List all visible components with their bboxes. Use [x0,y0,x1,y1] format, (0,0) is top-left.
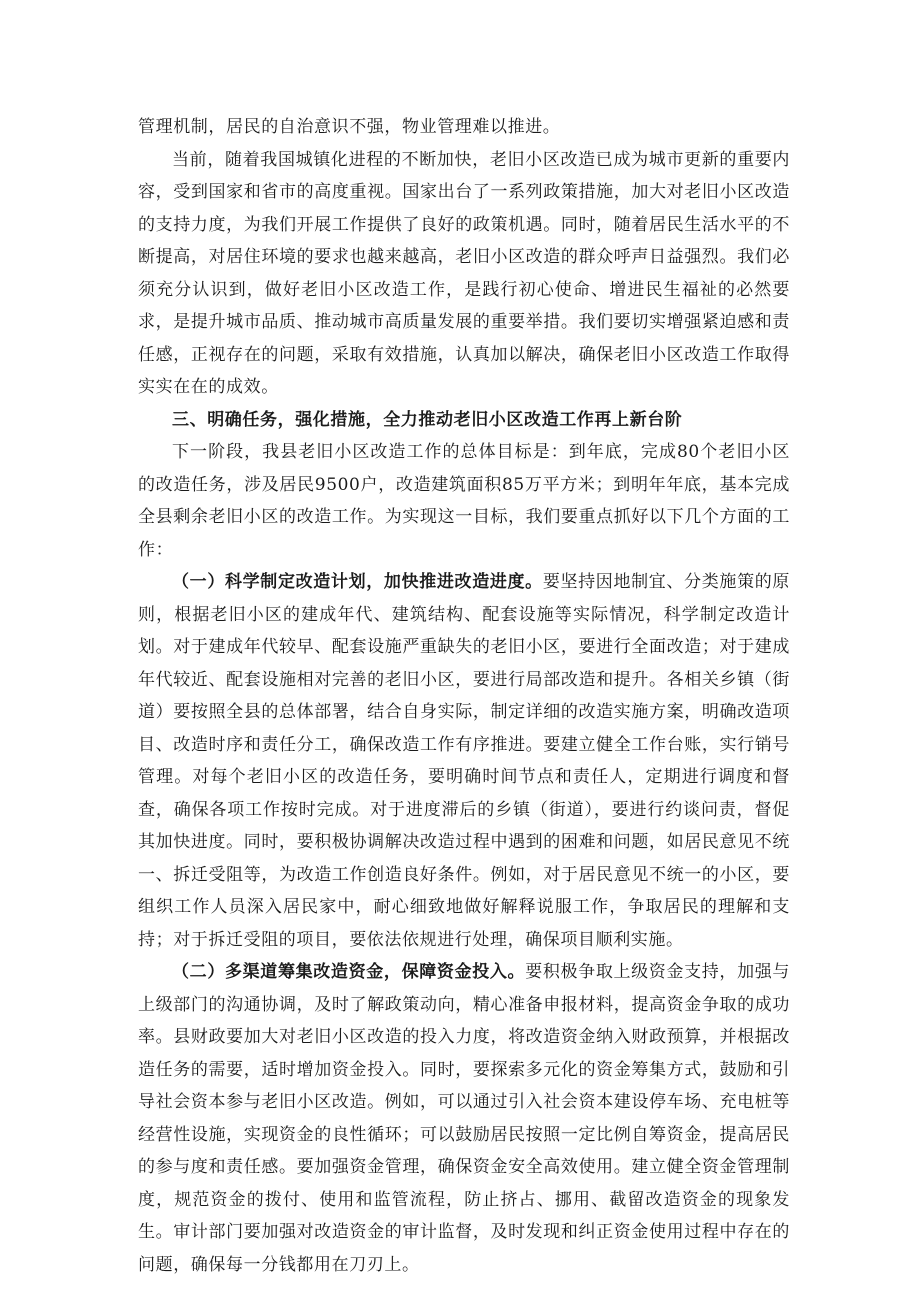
subsection-two-title: （二）多渠道筹集改造资金，保障资金投入。 [172,962,526,982]
subsection-one-body: 要坚持因地制宜、分类施策的原则，根据老旧小区的建成年代、建筑结构、配套设施等实际情况，科学制定改造计划。对于建成年代较早、配套设施严重缺失的老旧小区，要进行全面改造；对于建成年代较近、配套设施相对完善的老旧小区，要进行局部改造和提升。各相关乡镇（街道）要按照全县的总体部署，结合自身实际，制定详细的改造实施方案，明确改造项目、改造时序和责任分工，确保改造工作有序推进。要建立健全工作台账，实行销号管理。对每个老旧小区的改造任务，要明确时间节点和责任人，定期进行调度和督查，确保各项工作按时完成。对于进度滞后的乡镇（街道），要进行约谈问责，督促其加快进度。同时，要积极协调解决改造过程中遇到的困难和问题，如居民意见不统一、拆迁受阻等，为改造工作创造良好条件。例如，对于居民意见不统一的小区，要组织工作人员深入居民家中，耐心细致地做好解释说服工作，争取居民的理解和支持；对于拆迁受阻的项目，要依法依规进行处理，确保项目顺利实施。 [138,572,790,950]
subsection-two [138,956,790,1281]
subsection-two-body: 要积极争取上级资金支持，加强与上级部门的沟通协调，及时了解政策动向，精心准备申报材料，提高资金争取的成功率。县财政要加大对老旧小区改造的投入力度，将改造资金纳入财政预算，并根据改造任务的需要，适时增加资金投入。同时，要探索多元化的资金筹集方式，鼓励和引导社会资本参与老旧小区改造。例如，可以通过引入社会资本建设停车场、充电桩等经营性设施，实现资金的良性循环；可以鼓励居民按照一定比例自筹资金，提高居民的参与度和责任感。要加强资金管理，确保资金安全高效使用。建立健全资金管理制度，规范资金的拨付、使用和监管流程，防止挤占、挪用、截留改造资金的现象发生。审计部门要加强对改造资金的审计监督，及时发现和纠正资金使用过程中存在的问题，确保每一分钱都用在刀刃上。 [138,962,791,1275]
paragraph-overall-goal: 下一阶段，我县老旧小区改造工作的总体目标是：到年底，完成80个老旧小区的改造任务，涉及居民9500户，改造建筑面积85万平方米；到明年年底，基本完成全县剩余老旧小区的改造工作。为实现这一目标，我们要重点抓好以下几个方面的工作： [138,442,790,560]
subsection-one-title: （一）科学制定改造计划，加快推进改造进度。 [172,572,543,592]
section-heading-three: 三、明确任务，强化措施，全力推动老旧小区改造工作再上新台阶 [172,409,683,430]
paragraph-current-situation: 当前，随着我国城镇化进程的不断加快，老旧小区改造已成为城市更新的重要内容，受到国家和省市的高度重视。国家出台了一系列政策措施，加大对老旧小区改造的支持力度，为我们开展工作提供了良好的政策机遇。同时，随着居民生活水平的不断提高，对居住环境的要求也越来越高，老旧小区改造的群众呼声日益强烈。我们必须充分认识到，做好老旧小区改造工作，是践行初心使命、增进民生福祉的必然要求，是提升城市品质、推动城市高质量发展的重要举措。我们要切实增强紧迫感和责任感，正视存在的问题，采取有效措施，认真加以解决，确保老旧小区改造工作取得实实在在的成效。 [138,149,790,397]
paragraph-continuation: 管理机制，居民的自治意识不强，物业管理难以推进。 [138,117,561,137]
subsection-one [138,566,790,956]
document-page [138,111,790,1281]
